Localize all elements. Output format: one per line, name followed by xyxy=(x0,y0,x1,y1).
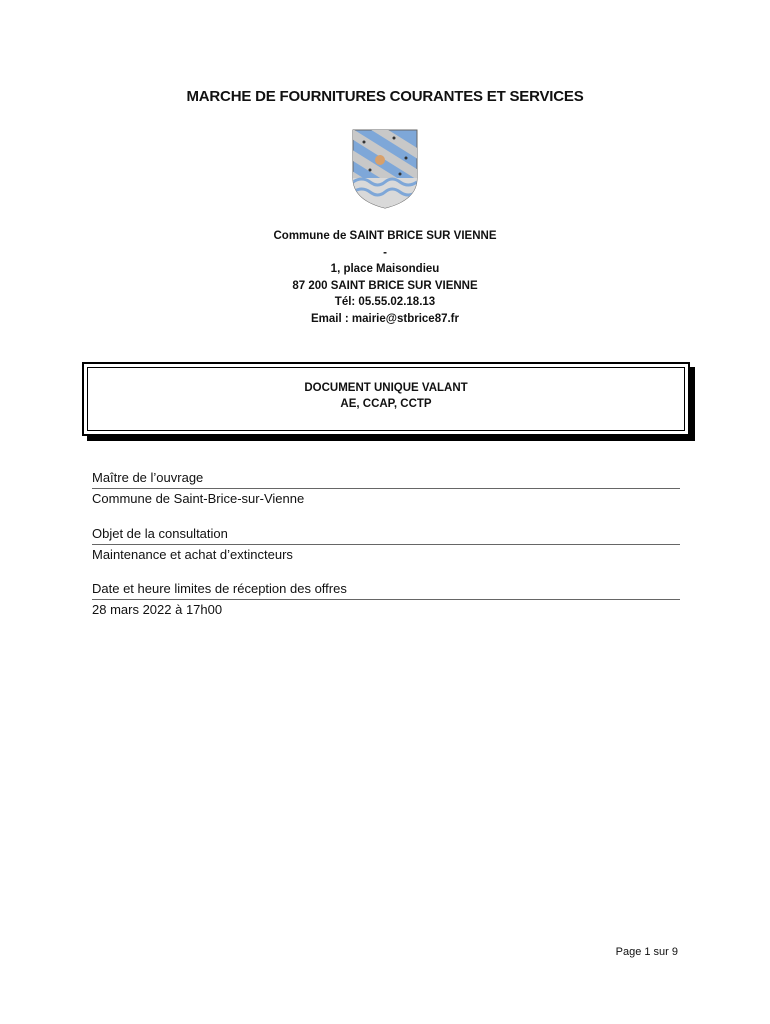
document-type-line2: AE, CCAP, CCTP xyxy=(340,398,432,410)
field-deadline-value: 28 mars 2022 à 17h00 xyxy=(92,602,223,617)
address-block xyxy=(0,228,770,327)
field-deadline-label: Date et heure limites de réception des offres xyxy=(92,581,680,600)
city-address: 87 200 SAINT BRICE SUR VIENNE xyxy=(292,279,478,292)
street-address: 1, place Maisondieu xyxy=(330,263,440,275)
coat-of-arms-icon xyxy=(350,128,420,210)
document-type-box xyxy=(82,362,690,436)
field-owner-value: Commune de Saint-Brice-sur-Vienne xyxy=(92,491,305,506)
document-type-line1: DOCUMENT UNIQUE VALANT xyxy=(304,382,468,394)
commune-name: Commune de SAINT BRICE SUR VIENNE xyxy=(273,230,497,242)
address-separator: - xyxy=(383,246,387,259)
document-type-box-inner xyxy=(87,367,685,431)
field-subject xyxy=(92,526,680,563)
field-subject-value: Maintenance et achat d’extincteurs xyxy=(92,547,293,562)
page-number: Page 1 sur 9 xyxy=(615,946,678,958)
field-subject-label: Objet de la consultation xyxy=(92,526,680,545)
field-owner-label: Maître de l’ouvrage xyxy=(92,470,680,489)
phone-number: Tél: 05.55.02.18.13 xyxy=(334,296,436,308)
field-owner xyxy=(92,470,680,507)
email-address: Email : mairie@stbrice87.fr xyxy=(310,312,459,325)
field-deadline xyxy=(92,581,680,618)
document-title: MARCHE DE FOURNITURES COURANTES ET SERVICES xyxy=(186,88,584,105)
